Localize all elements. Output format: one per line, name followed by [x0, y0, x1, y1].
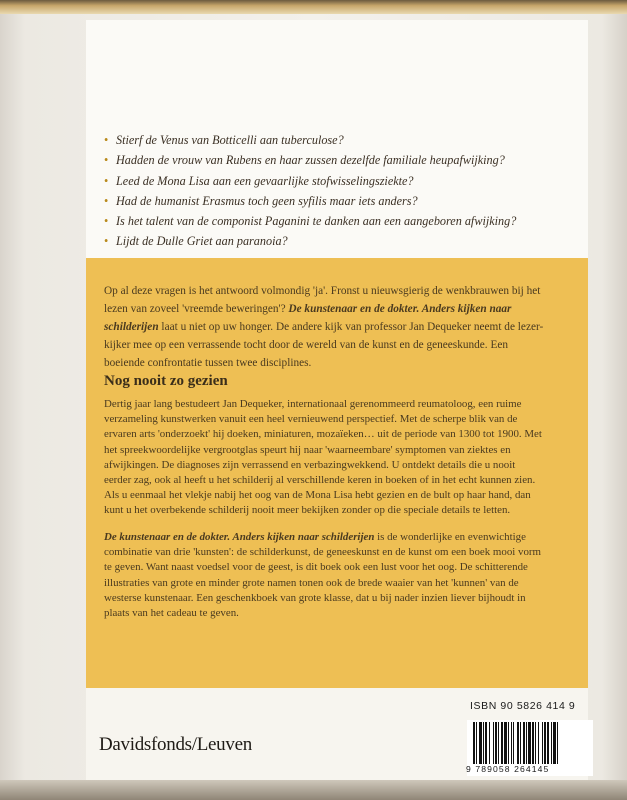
book-title-inline: De kunstenaar en de dokter. Anders kijken naar schilderijen	[104, 303, 512, 333]
bullet-icon: •	[104, 214, 109, 229]
barcode-digits: 9 789058 264145	[466, 764, 550, 774]
cover-top-edge	[0, 0, 627, 14]
section-heading: Nog nooit zo gezien	[104, 373, 228, 389]
body-paragraph-1: Dertig jaar lang bestudeert Jan Dequeker, internationaal gerenommeerd reumatoloog, een ruime verzameling kunstwerken vanuit een heel vernieuwend perspectief. Met de scherpe blik van de ervaren arts 'onderzoekt' hij doeken, miniaturen, mozaïeken… uit de periode van 1300 tot 1900. Met het spreekwoordelijke vergrootglas speurt hij naar 'waarneembare' symptomen van ziektes en afwijkingen. De diagnoses zijn verrassend en verbazingwekkend. U ontdekt details die u nooit eerder zag, ook al heeft u het schilderij al verschillende keren in boeken of in het echt kunnen zien. Als u eenmaal het vlekje nabij het oog van de Mona Lisa hebt gezien en de bult op haar hand, dan kunt u het overbekende schilderij nooit meer bekijken zonder op die speciale details te letten.	[104, 398, 542, 517]
isbn-number: ISBN 90 5826 414 9	[470, 700, 576, 712]
question-item: • Had de humanist Erasmus toch geen syfilis maar iets anders?	[104, 191, 574, 211]
book-title-inline: De kunstenaar en de dokter. Anders kijken naar schilderijen	[104, 531, 375, 543]
publisher-logo: Davidsfonds/Leuven	[99, 734, 252, 755]
question-item: • Leed de Mona Lisa aan een gevaarlijke stofwisselingsziekte?	[104, 171, 574, 191]
barcode-icon	[472, 722, 590, 764]
bullet-icon: •	[104, 234, 109, 249]
question-item: • Stierf de Venus van Botticelli aan tuberculose?	[104, 130, 574, 150]
body-paragraph-2: De kunstenaar en de dokter. Anders kijken naar schilderijen is de wonderlijke en evenwichtige combinatie van drie 'kunsten': de schilderkunst, de geneeskunst en de kunst om een boek mooi vorm te geven. Want naast voedsel voor de geest, is dit boek ook een lust voor het oog. De schitterende illustraties van grote en minder grote namen tonen ook de brede waaier van het 'kunnen' van de westerse kunstenaar. Een geschenkboek van grote klasse, dat u bij nader inzien liever bijhoudt in plaats van het cadeau te geven.	[104, 531, 542, 620]
question-item: • Hadden de vrouw van Rubens en haar zussen dezelfde familiale heupafwijking?	[104, 150, 574, 170]
intro-paragraph: Op al deze vragen is het antwoord volmondig 'ja'. Fronst u nieuwsgierig de wenkbrauwen bij het lezen van zoveel 'vreemde beweringen'? De kunstenaar en de dokter. Anders kijken naar schilderijen laat u niet op uw honger. De andere kijk van professor Jan Dequeker neemt de lezer-kijker mee op een verrassende tocht door de wereld van de kunst en de geneeskunde. Een boeiende confrontatie tussen twee disciplines.	[104, 285, 544, 369]
bullet-icon: •	[104, 133, 109, 147]
cover-bottom-edge	[0, 780, 627, 800]
bullet-icon: •	[104, 153, 109, 168]
question-list	[104, 130, 574, 252]
bullet-icon: •	[104, 193, 109, 208]
bullet-icon: •	[104, 173, 109, 188]
question-item: • Is het talent van de componist Paganini te danken aan een aangeboren afwijking?	[104, 211, 574, 231]
question-item: • Lijdt de Dulle Griet aan paranoia?	[104, 231, 574, 251]
